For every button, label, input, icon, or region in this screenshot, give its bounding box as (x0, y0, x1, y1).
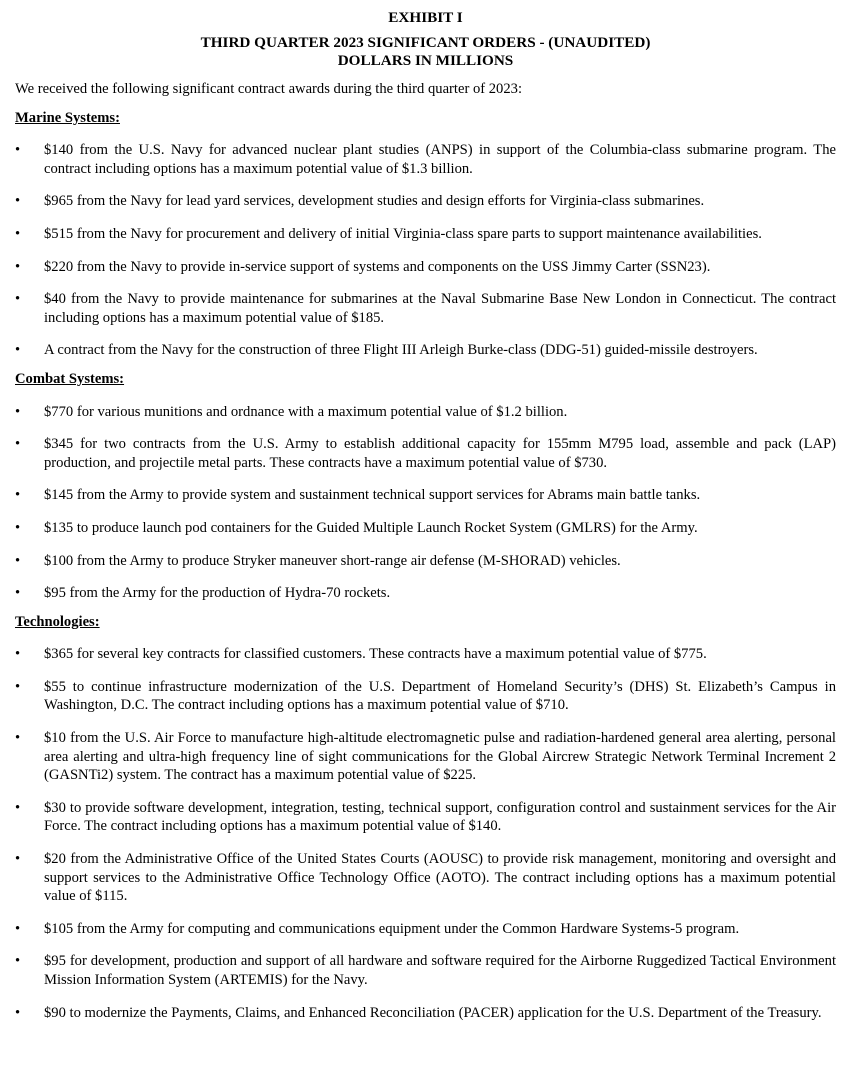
section-title-combat-systems: Combat Systems: (15, 370, 125, 387)
list-item-text: $10 from the U.S. Air Force to manufacture high-altitude electromagnetic pulse and radiation-hardened general area alerting, personal area alerting and ultra-high frequency line of sight communications for the Global Aircrew Strategic Network Terminal Increment 2 (GASNTi2) system. The contract has a maximum potential value of $225. (44, 730, 836, 784)
bullet: • (15, 678, 21, 695)
bullet: • (15, 799, 21, 816)
list-item (15, 678, 836, 715)
bullet: • (15, 258, 21, 275)
list-item (15, 519, 836, 538)
list-item (15, 403, 836, 422)
list-item (15, 225, 836, 244)
list-item (15, 920, 836, 939)
bullet: • (15, 552, 21, 569)
list-item-text: $140 from the U.S. Navy for advanced nuclear plant studies (ANPS) in support of the Columbia-class submarine program. The contract including options has a maximum potential value of $1.3 billion. (44, 142, 836, 177)
bullet: • (15, 585, 21, 602)
list-item-text: $135 to produce launch pod containers for the Guided Multiple Launch Rocket System (GMLRS) for the Army. (44, 519, 698, 536)
bullet: • (15, 487, 21, 504)
section-title-marine-systems: Marine Systems: (15, 109, 120, 126)
list-item (15, 141, 836, 178)
intro-paragraph: We received the following significant contract awards during the third quarter of 2023: (15, 81, 523, 97)
combat-systems-list (15, 403, 836, 603)
list-item-text: $40 from the Navy to provide maintenance for submarines at the Naval Submarine Base New London in Connecticut. The contract including options has a maximum potential value of $185. (44, 291, 836, 326)
list-item-text: $345 for two contracts from the U.S. Army to establish additional capacity for 155mm M795 load, assemble and pack (LAP) production, and projectile metal parts. These contracts have a maximum potential value of $730. (44, 436, 836, 471)
list-item-text: $90 to modernize the Payments, Claims, and Enhanced Reconciliation (PACER) application for the U.S. Department of the Treasury. (44, 1004, 822, 1021)
bullet: • (15, 142, 21, 159)
list-item-text: $55 to continue infrastructure modernization of the U.S. Department of Homeland Security’s (DHS) St. Elizabeth’s Campus in Washington, D.C. The contract including options has a maximum potential value of $710. (44, 678, 836, 714)
list-item-text: A contract from the Navy for the construction of three Flight III Arleigh Burke-class (DDG-51) guided-missile destroyers. (44, 342, 758, 359)
marine-systems-list (15, 141, 836, 360)
list-item (15, 192, 836, 211)
bullet: • (15, 851, 21, 868)
section-title-technologies: Technologies: (15, 613, 100, 630)
exhibit-heading: EXHIBIT I (388, 9, 463, 26)
list-item-text: $95 for development, production and support of all hardware and software required for the Airborne Ruggedized Tactical Environment Mission Information System (ARTEMIS) for the Navy. (44, 953, 836, 988)
bullet: • (15, 920, 21, 937)
bullet: • (15, 436, 21, 453)
list-item-text: $220 from the Navy to provide in-service support of systems and components on the USS Jimmy Carter (SSN23). (44, 258, 711, 275)
bullet: • (15, 403, 21, 420)
list-item (15, 341, 836, 360)
list-item (15, 258, 836, 277)
list-item-text: $365 for several key contracts for classified customers. These contracts have a maximum potential value of $775. (44, 646, 707, 663)
list-item (15, 435, 836, 472)
technologies-list (15, 645, 836, 1022)
bullet: • (15, 342, 21, 359)
bullet: • (15, 646, 21, 663)
list-item (15, 584, 836, 603)
list-item (15, 729, 836, 785)
list-item (15, 290, 836, 327)
list-item (15, 850, 836, 906)
list-item-text: $100 from the Army to produce Stryker maneuver short-range air defense (M-SHORAD) vehicles. (44, 552, 621, 569)
list-item-text: $105 from the Army for computing and communications equipment under the Common Hardware Systems-5 program. (44, 920, 740, 937)
bullet: • (15, 193, 21, 210)
list-item-text: $30 to provide software development, integration, testing, technical support, configuration control and sustainment services for the Air Force. The contract including options has a maximum potential value of $140. (44, 799, 836, 835)
bullet: • (15, 225, 21, 242)
list-item-text: $515 from the Navy for procurement and delivery of initial Virginia-class spare parts to support maintenance availabilities. (44, 225, 762, 242)
list-item (15, 952, 836, 989)
list-item-text: $965 from the Navy for lead yard services, development studies and design efforts for Virginia-class submarines. (44, 193, 705, 210)
list-item-text: $95 from the Army for the production of Hydra-70 rockets. (44, 585, 391, 602)
bullet: • (15, 730, 21, 747)
list-item (15, 552, 836, 571)
bullet: • (15, 953, 21, 970)
bullet: • (15, 291, 21, 308)
list-item-text: $770 for various munitions and ordnance with a maximum potential value of $1.2 billion. (44, 403, 568, 420)
bullet: • (15, 519, 21, 536)
bullet: • (15, 1004, 21, 1021)
document-subtitle: DOLLARS IN MILLIONS (337, 52, 514, 69)
list-item (15, 645, 836, 664)
list-item (15, 799, 836, 836)
list-item (15, 486, 836, 505)
list-item-text: $145 from the Army to provide system and sustainment technical support services for Abrams main battle tanks. (44, 487, 701, 504)
list-item-text: $20 from the Administrative Office of the United States Courts (AOUSC) to provide risk management, monitoring and oversight and support services to the Administrative Office Technology Office (AOTO). The contract including options has a maximum potential value of $115. (44, 851, 836, 905)
list-item (15, 1004, 836, 1023)
document-title: THIRD QUARTER 2023 SIGNIFICANT ORDERS - (UNAUDITED) (200, 34, 651, 51)
